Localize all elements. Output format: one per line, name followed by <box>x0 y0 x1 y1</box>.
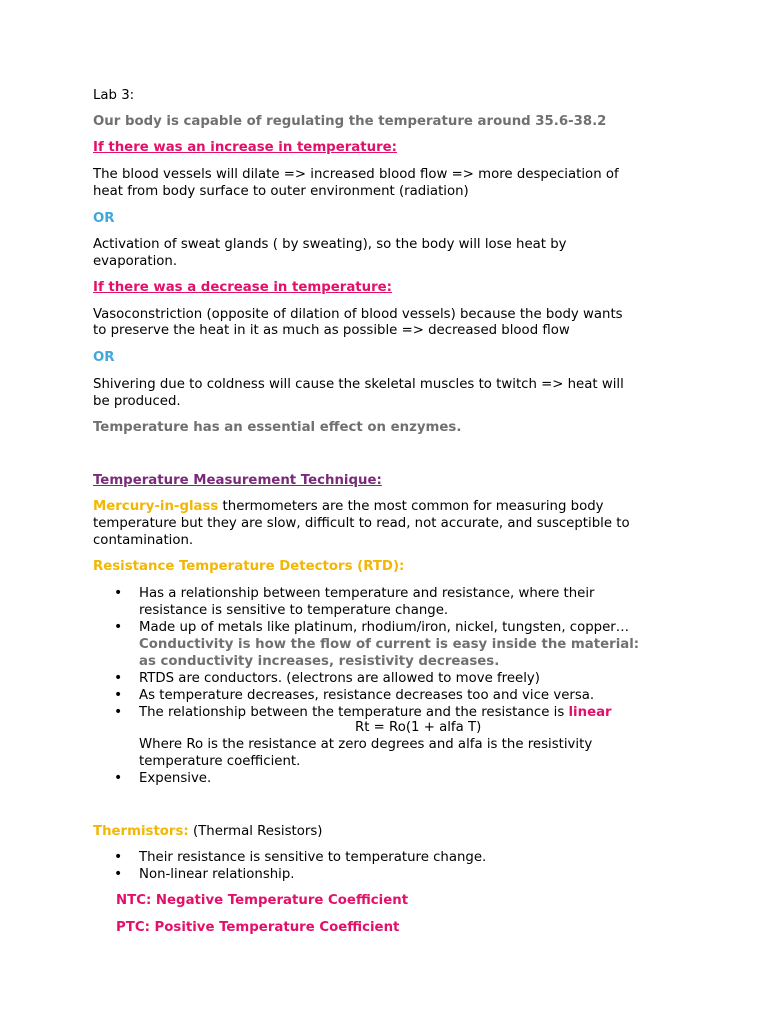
thermistors-rest: (Thermal Resistors) <box>188 824 323 839</box>
decrease-line-1b: to preserve the heat in it as much as possible => decreased blood flow <box>93 323 570 338</box>
list-item-continuation: resistance is sensitive to temperature change. <box>139 603 449 618</box>
decrease-line-1a: Vasoconstriction (opposite of dilation of blood vessels) because the body wants <box>93 307 623 322</box>
list-item-continuation: Where Ro is the resistance at zero degrees and alfa is the resistivity <box>139 737 593 752</box>
list-item: • As temperature decreases, resistance decreases too and vice versa. <box>93 687 693 704</box>
ntc-line: NTC: Negative Temperature Coefficient <box>116 893 409 908</box>
or-label-1: OR <box>93 211 115 226</box>
mercury-label: Mercury-in-glass <box>93 499 219 514</box>
rtd-list-cont <box>93 736 693 787</box>
linear-word: linear <box>568 705 612 720</box>
increase-line-1a: The blood vessels will dilate => increased blood flow => more despeciation of <box>93 167 619 182</box>
list-item: • Expensive. <box>93 770 693 787</box>
mercury-line-b: temperature but they are slow, difficult to read, not accurate, and susceptible to <box>93 516 630 531</box>
lab-heading: Lab 3: <box>93 88 135 103</box>
increase-heading: If there was an increase in temperature: <box>93 140 397 155</box>
list-item: • Non-linear relationship. <box>93 866 693 883</box>
list-item: • Has a relationship between temperature and resistance, where their <box>93 585 693 602</box>
ptc-line: PTC: Positive Temperature Coefficient <box>116 920 400 935</box>
rtd-list <box>93 585 693 721</box>
thermistor-list <box>93 849 693 883</box>
mercury-text-a: thermometers are the most common for measuring body <box>218 499 604 514</box>
list-item: • Made up of metals like platinum, rhodium/iron, nickel, tungsten, copper… <box>93 619 693 636</box>
list-item: • The relationship between the temperature and the resistance is linear <box>93 704 693 721</box>
list-item: • Their resistance is sensitive to temperature change. <box>93 849 693 866</box>
intro-paragraph: Our body is capable of regulating the temperature around 35.6-38.2 <box>93 114 607 129</box>
list-item-continuation: temperature coefficient. <box>139 754 301 769</box>
formula: Rt = Ro(1 + alfa T) <box>355 720 482 735</box>
increase-line-2a: Activation of sweat glands ( by sweating), so the body will lose heat by <box>93 237 567 252</box>
decrease-heading: If there was a decrease in temperature: <box>93 280 393 295</box>
rtd-heading: Resistance Temperature Detectors (RTD): <box>93 559 405 574</box>
increase-line-1b: heat from body surface to outer environment (radiation) <box>93 184 469 199</box>
mercury-line-c: contamination. <box>93 533 194 548</box>
decrease-line-2a: Shivering due to coldness will cause the skeletal muscles to twitch => heat will <box>93 377 624 392</box>
list-item-continuation: Conductivity is how the flow of current is easy inside the material: <box>139 637 640 652</box>
mercury-line-a <box>93 498 604 515</box>
enzymes-note: Temperature has an essential effect on enzymes. <box>93 420 462 435</box>
decrease-line-2b: be produced. <box>93 394 181 409</box>
thermistors-line <box>93 823 322 840</box>
list-item-continuation: as conductivity increases, resistivity decreases. <box>139 654 500 669</box>
thermistors-label: Thermistors: <box>93 824 189 839</box>
technique-heading: Temperature Measurement Technique: <box>93 473 382 488</box>
list-item: • RTDS are conductors. (electrons are allowed to move freely) <box>93 670 693 687</box>
or-label-2: OR <box>93 350 115 365</box>
increase-line-2b: evaporation. <box>93 254 178 269</box>
